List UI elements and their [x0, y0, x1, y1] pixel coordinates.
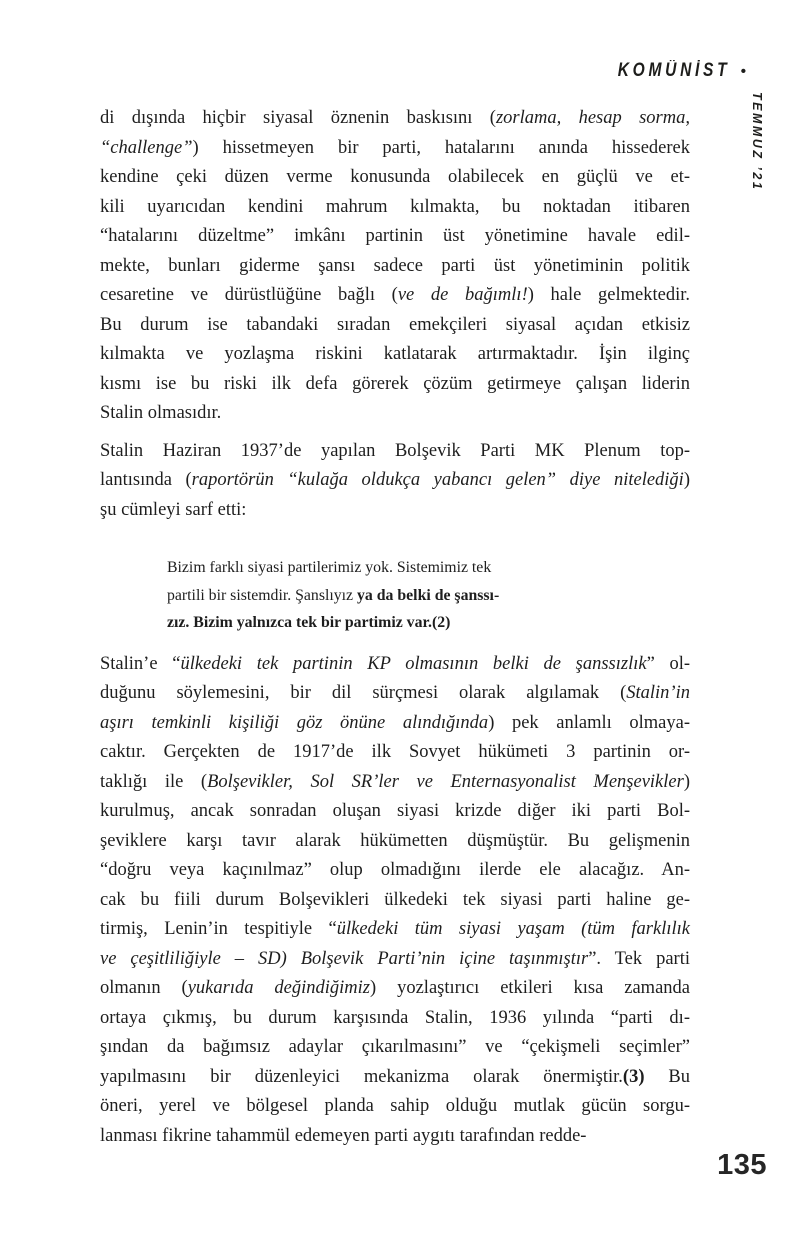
text-line — [100, 496, 690, 526]
text-run: tirmiş, Lenin’in tespitiyle “ — [100, 919, 337, 939]
text-run: kurulmuş, ancak sonradan oluşan siyasi krizde diğer iki parti Bol- — [100, 801, 690, 821]
text-line — [100, 281, 690, 311]
text-run: Stalin olmasıdır. — [100, 403, 222, 423]
text-line — [100, 134, 690, 164]
text-run: olmanın ( — [100, 978, 188, 998]
italic-run: “challenge” — [100, 137, 193, 158]
running-head — [593, 60, 746, 82]
text-line — [100, 466, 690, 496]
text-run: kısmı ise bu riski ilk defa görerek çözüm getirmeye çalışan liderin — [100, 373, 690, 394]
text-run: “hatalarını düzeltme” imkânı partinin üst yönetimine havale edil- — [100, 226, 690, 246]
italic-run: ve de bağımlı! — [397, 285, 528, 305]
text-run: “doğru veya kaçınılmaz” olup olmadığını ilerde ele alacağız. An- — [100, 860, 690, 880]
text-line — [167, 554, 557, 582]
text-run: cesaretine ve dürüstlüğüne bağlı ( — [100, 285, 398, 305]
text-line — [100, 1004, 690, 1034]
text-run: ) yozlaştırıcı etkileri kısa zamanda — [370, 978, 690, 998]
text-line — [100, 193, 690, 223]
page-number: 135 — [717, 1149, 767, 1181]
text-run: şından da bağımsız adaylar çıkarılmasını” ve “çekişmeli seçimler” — [100, 1037, 690, 1057]
text-line — [100, 1063, 690, 1093]
text-run: kili uyarıcıdan kendini mahrum kılmakta, bu noktadan itibaren — [100, 196, 690, 217]
text-line — [100, 1122, 690, 1152]
text-line — [100, 679, 690, 709]
bold-run: ya da belki de şanssı- — [357, 586, 500, 604]
text-line — [100, 311, 690, 341]
text-run: ortaya çıkmış, bu durum karşısında Stalin, 1936 yılında “parti dı- — [100, 1007, 690, 1028]
text-run: Stalin’e “ — [100, 653, 181, 674]
bold-run: (3) — [622, 1066, 645, 1087]
text-line — [100, 856, 690, 886]
text-run: Bizim farklı siyasi partilerimiz yok. Sistemimiz tek — [167, 559, 492, 576]
text-run: ) hissetmeyen bir parti, hatalarını anında hissederek — [192, 137, 690, 158]
text-line — [100, 340, 690, 370]
text-run: ) pek anlamlı olmaya- — [488, 712, 690, 733]
text-run: yapılmasını bir düzenleyici mekanizma olarak önermiştir. — [100, 1066, 623, 1087]
text-run: cak bu fiili durum Bolşevikleri ülkedeki tek siyasi parti haline ge- — [100, 889, 690, 910]
text-run: kendine çeki düzen verme konusunda olabilecek en güçlü ve et- — [100, 167, 690, 187]
text-block — [100, 104, 690, 1159]
text-line — [100, 163, 690, 193]
text-line — [100, 915, 690, 945]
italic-run: ve çeşitliliğiyle – SD) Bolşevik Parti’nin içine taşınmıştır — [100, 948, 589, 969]
text-line — [100, 945, 690, 975]
text-run: ”. Tek parti — [588, 948, 691, 969]
italic-run: raportörün “kulağa oldukça yabancı gelen” diye nitelediği — [191, 470, 684, 490]
text-run: şu cümleyi sarf etti: — [100, 499, 247, 520]
text-line — [167, 609, 557, 637]
bold-run: zız. Bizim yalnızca tek bir partimiz var.(2) — [167, 614, 451, 631]
journal-title: KOMÜNİST — [618, 60, 731, 81]
italic-run: zorlama, hesap sorma, — [495, 108, 690, 128]
text-run: lanması fikrine tahammül edemeyen parti aygıtı tarafından redde- — [100, 1125, 587, 1146]
italic-run: aşırı temkinli kişiliği göz önüne alındığında — [100, 712, 489, 733]
text-run: öneri, yerel ve bölgesel planda sahip olduğu mutlak gücün sorgu- — [100, 1096, 690, 1116]
text-line — [100, 437, 690, 467]
text-run: duğunu söylemesini, bir dil sürçmesi olarak algılamak ( — [100, 683, 627, 703]
text-run: kılmakta ve yozlaşma riskini katlatarak artırmaktadır. İşin ilginç — [100, 344, 690, 364]
italic-run: Bolşevikler, Sol SR’ler ve Enternasyonalist Menşevikler — [207, 771, 684, 792]
blockquote — [167, 554, 557, 637]
text-line — [100, 1033, 690, 1063]
bullet-icon: • — [740, 62, 746, 80]
text-line — [100, 399, 690, 429]
text-run: lantısında ( — [100, 470, 192, 490]
text-run: partili bir sistemdir. Şanslıyız — [167, 586, 357, 604]
text-run: Stalin Haziran 1937’de yapılan Bolşevik Parti MK Plenum top- — [100, 440, 690, 461]
text-run: ” ol- — [646, 653, 690, 674]
text-line — [100, 1092, 690, 1122]
paragraph — [100, 437, 690, 526]
text-run: mekte, bunları giderme şansı sadece parti üst yönetiminin politik — [100, 255, 690, 276]
paragraph — [100, 104, 690, 429]
text-line — [100, 738, 690, 768]
italic-run: yukarıda değindiğimiz — [187, 978, 370, 998]
italic-run: ülkedeki tek partinin KP olmasının belki de şanssızlık — [180, 653, 647, 674]
text-line — [100, 827, 690, 857]
text-run: şeviklere karşı tavır alarak hükümetten düşmüştür. Bu gelişmenin — [100, 830, 690, 851]
text-run: Bu — [644, 1066, 690, 1087]
text-run: Bu durum ise tabandaki sıradan emekçileri siyasal açıdan etkisiz — [100, 314, 690, 335]
text-line — [100, 650, 690, 680]
text-run: di dışında hiçbir siyasal öznenin baskısını ( — [100, 108, 496, 128]
text-run: ) — [683, 771, 690, 792]
text-line — [100, 370, 690, 400]
text-line — [100, 222, 690, 252]
text-line — [100, 252, 690, 282]
paragraph — [100, 650, 690, 1152]
text-line — [100, 709, 690, 739]
italic-run: Stalin’in — [626, 683, 690, 703]
text-line — [100, 768, 690, 798]
text-line — [100, 974, 690, 1004]
italic-run: ülkedeki tüm siyasi yaşam (tüm farklılık — [336, 919, 690, 939]
text-line — [100, 797, 690, 827]
text-run: ) hale gelmektedir. — [527, 285, 690, 305]
text-line — [100, 104, 690, 134]
text-line — [167, 582, 557, 610]
issue-label-vertical: TEMMUZ ’21 — [750, 92, 764, 192]
text-run: ) — [683, 470, 690, 490]
text-line — [100, 886, 690, 916]
text-run: caktır. Gerçekten de 1917’de ilk Sovyet hükümeti 3 partinin or- — [100, 742, 690, 762]
text-run: taklığı ile ( — [100, 771, 208, 792]
